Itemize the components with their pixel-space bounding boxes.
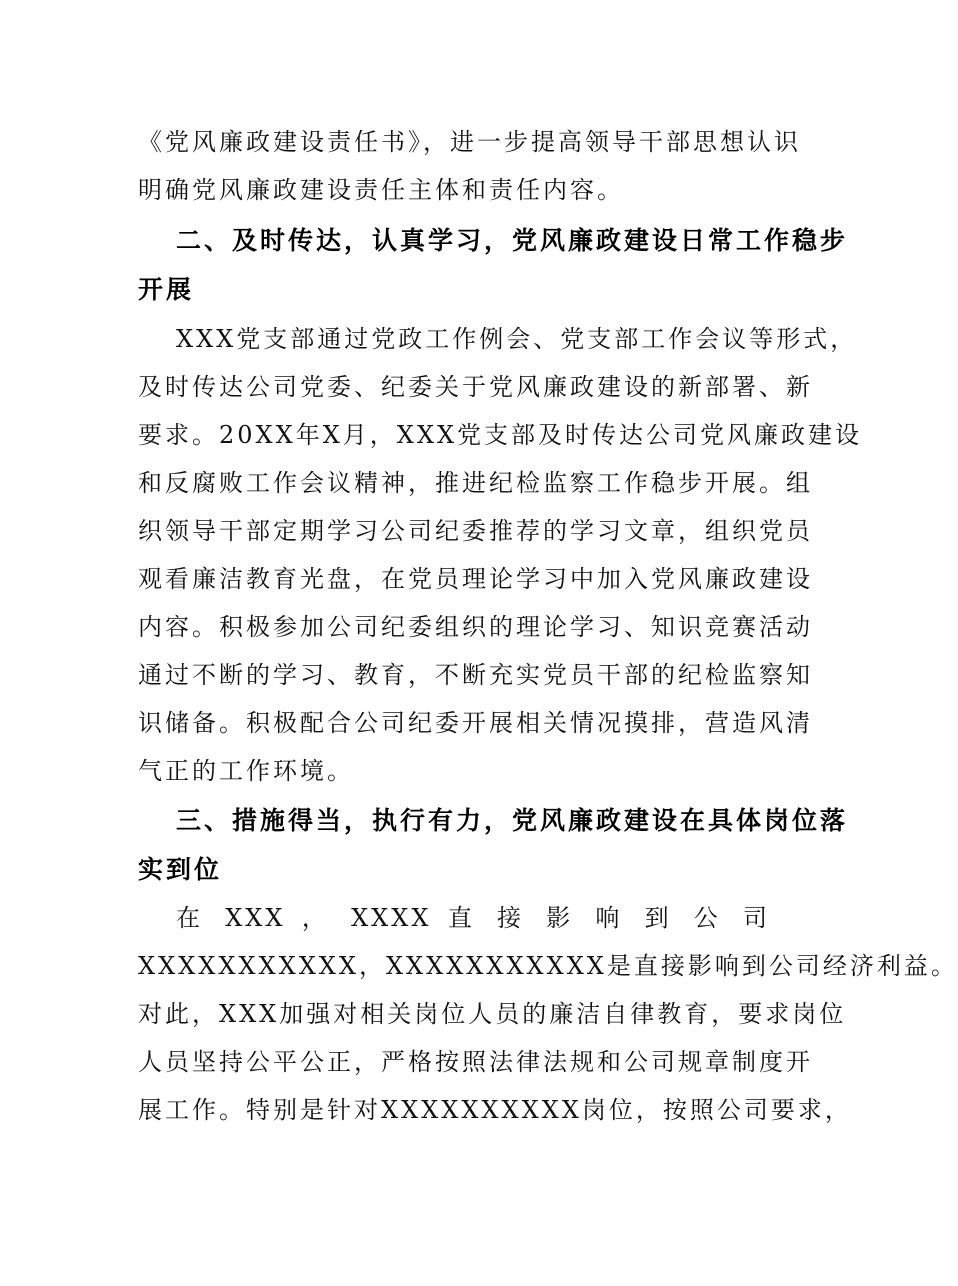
- body-text-line: 及时传达公司党委、纪委关于党风廉政建设的新部署、新: [138, 373, 813, 401]
- body-text-line: XXX党支部通过党政工作例会、党支部工作会议等形式，: [176, 325, 858, 353]
- section-heading: 三、措施得当，执行有力，党风廉政建设在具体岗位落: [176, 806, 849, 835]
- section-heading-continued: 开展: [138, 275, 195, 304]
- body-text-line: XXXXXXXXXXX，XXXXXXXXXXX是直接影响到公司经济利益。: [138, 952, 958, 980]
- body-text-line: 织领导干部定期学习公司纪委推荐的学习文章，组织党员: [138, 517, 813, 545]
- body-text-line: 通过不断的学习、教育，不断充实党员干部的纪检监察知: [138, 661, 813, 689]
- body-text-line: 气正的工作环境。: [138, 757, 354, 785]
- body-text-line: 识储备。积极配合公司纪委开展相关情况摸排，营造风清: [138, 709, 813, 737]
- body-text-line: 和反腐败工作会议精神，推进纪检监察工作稳步开展。组: [138, 469, 813, 497]
- body-text-line: 人员坚持公平公正，严格按照法律法规和公司规章制度开: [138, 1048, 813, 1076]
- section-heading-continued: 实到位: [138, 855, 223, 884]
- body-text-line: 展工作。特别是针对XXXXXXXXXX岗位，按照公司要求，: [138, 1096, 852, 1124]
- body-text-line: 观看廉洁教育光盘，在党员理论学习中加入党风廉政建设: [138, 565, 813, 593]
- body-text-line: 明确党风廉政建设责任主体和责任内容。: [138, 176, 624, 204]
- body-text-line: 要求。20XX年X月，XXX党支部及时传达公司党风廉政建设: [138, 421, 863, 449]
- body-text-line: 在 XXX ， XXXX 直 接 影 响 到 公 司: [176, 904, 770, 932]
- section-heading: 二、及时传达，认真学习，党风廉政建设日常工作稳步: [176, 226, 849, 255]
- body-text-line: 对此，XXX加强对相关岗位人员的廉洁自律教育，要求岗位: [138, 1000, 847, 1028]
- body-text-line: 《党风廉政建设责任书》，进一步提高领导干部思想认识: [138, 128, 801, 156]
- body-text-line: 内容。积极参加公司纪委组织的理论学习、知识竞赛活动: [138, 613, 813, 641]
